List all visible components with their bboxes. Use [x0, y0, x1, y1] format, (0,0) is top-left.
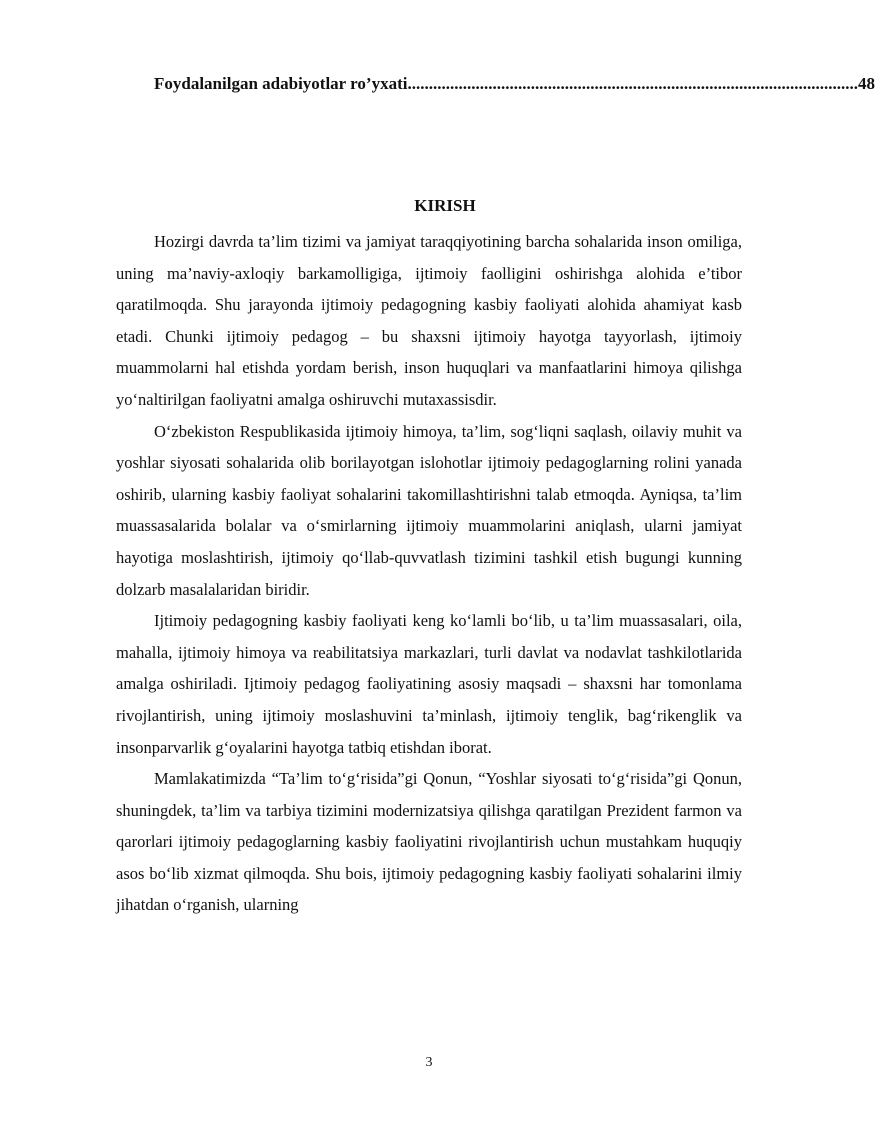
- section-heading: KIRISH: [414, 196, 476, 215]
- paragraph: Hozirgi davrda ta’lim tizimi va jamiyat taraqqiyotining barcha sohalarida inson omiliga, uning ma’naviy-axloqiy barkamolligiga, ijtimoiy faolligini oshirishga alohida e’tibor qaratilmoqda. Shu jarayonda ijtimoiy pedagogning kasbiy faoliyati alohida ahamiyat kasb etadi. Chunki ijtimoiy pedagog – bu shaxsni ijtimoiy hayotga tayyorlash, ijtimoiy muammolarni hal etishda yordam berish, inson huquqlari va manfaatlarini himoya qilishga yo‘naltirilgan faoliyatni amalga oshiruvchi mutaxassisdir.: [116, 232, 742, 409]
- toc-entry-title: Foydalanilgan adabiyotlar ro’yxati: [154, 74, 408, 93]
- paragraph: Ijtimoiy pedagogning kasbiy faoliyati keng ko‘lamli bo‘lib, u ta’lim muassasalari, oila, mahalla, ijtimoiy himoya va reabilitatsiya markazlari, turli davlat va nodavlat tashkilotlarida amalga oshiriladi. Ijtimoiy pedagog faoliyatining asosiy maqsadi – shaxsni har tomonlama rivojlantirish, uning ijtimoiy moslashuvini ta’minlash, ijtimoiy tenglik, bag‘rikenglik va insonparvarlik g‘oyalarini hayotga tatbiq etishdan iborat.: [116, 611, 742, 757]
- page-number: 3: [425, 1055, 433, 1070]
- toc-entry-leader-dots: ..........................................................................................................: [407, 74, 858, 93]
- paragraph: Mamlakatimizda “Ta’lim to‘g‘risida”gi Qonun, “Yoshlar siyosati to‘g‘risida”gi Qonun, shuningdek, ta’lim va tarbiya tizimini modernizatsiya qilishga qaratilgan Prezident farmon va qarorlari ijtimoiy pedagoglarning kasbiy faoliyatini rivojlantirish uchun mustahkam huquqiy asos bo‘lib xizmat qilmoqda. Shu bois, ijtimoiy pedagogning kasbiy faoliyati sohalarini ilmiy jihatdan o‘rganish, ularning: [116, 769, 742, 915]
- paragraph: O‘zbekiston Respublikasida ijtimoiy himoya, ta’lim, sog‘liqni saqlash, oilaviy muhit va yoshlar siyosati sohalarida olib borilayotgan islohotlar ijtimoiy pedagoglarning rolini yanada oshirib, ularning kasbiy faoliyat sohalarini takomillashtirishni talab etmoqda. Ayniqsa, ta’lim muassasalarida bolalar va o‘smirlarning ijtimoiy muammolarini aniqlash, ularni jamiyat hayotiga moslashtirish, ijtimoiy qo‘llab-quvvatlash tizimini tashkil etish bugungi kunning dolzarb masalalaridan biridir.: [116, 421, 742, 599]
- toc-entry: [154, 74, 875, 94]
- body-text: [116, 226, 742, 921]
- toc-entry-page-number: 48: [857, 74, 875, 93]
